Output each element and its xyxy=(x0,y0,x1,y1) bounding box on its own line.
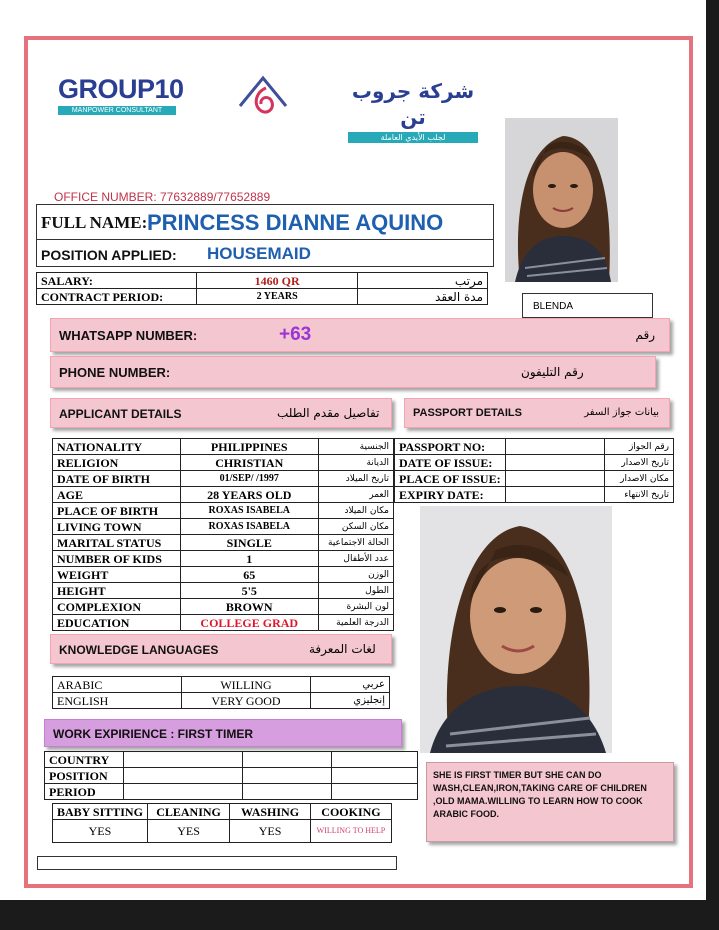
table-row xyxy=(395,439,674,455)
table-row xyxy=(53,503,394,519)
table-row xyxy=(53,487,394,503)
skills-value-row xyxy=(53,820,392,843)
table-row xyxy=(53,471,394,487)
position-label: POSITION APPLIED: xyxy=(41,247,177,263)
applicant-field-arabic: عدد الأطفال xyxy=(318,551,393,567)
work-cell xyxy=(124,752,243,768)
skill-value: YES xyxy=(230,820,311,843)
passport-field-value xyxy=(505,487,604,503)
arabic-logo-subtitle: لجلب الأيدي العاملة xyxy=(348,132,478,143)
applicant-field-value: 5'5 xyxy=(180,583,318,599)
applicant-field-arabic: الحالة الاجتماعية xyxy=(318,535,393,551)
applicant-field-value: 28 YEARS OLD xyxy=(180,487,318,503)
table-row xyxy=(45,768,418,784)
applicant-field-label: PLACE OF BIRTH xyxy=(53,503,181,519)
applicant-field-arabic: الجنسية xyxy=(318,439,393,455)
whatsapp-value: +63 xyxy=(279,324,312,345)
skill-value: YES xyxy=(147,820,229,843)
remarks-text: SHE IS FIRST TIMER BUT SHE CAN DO WASH,CLEAN,IRON,TAKING CARE OF CHILDREN ,OLD MAMA.WILLING TO LEARN HOW TO COOK ARABIC FOOD. xyxy=(433,770,647,819)
table-row xyxy=(395,471,674,487)
work-cell xyxy=(243,768,332,784)
applicant-field-label: COMPLEXION xyxy=(53,599,181,615)
skill-header: WASHING xyxy=(230,804,311,820)
passport-details-table xyxy=(394,438,674,503)
contract-period-arabic: مدة العقد xyxy=(357,289,487,305)
language-level: WILLING xyxy=(182,677,311,693)
skills-table xyxy=(52,803,392,843)
applicant-details-table xyxy=(52,438,394,631)
work-cell xyxy=(243,752,332,768)
knowledge-languages-label: KNOWLEDGE LANGUAGES xyxy=(59,643,219,657)
salary-arabic: مرتب xyxy=(357,273,487,289)
applicant-field-label: MARITAL STATUS xyxy=(53,535,181,551)
table-row xyxy=(53,583,394,599)
applicant-field-value: ROXAS ISABELA xyxy=(180,519,318,535)
applicant-field-label: DATE OF BIRTH xyxy=(53,471,181,487)
applicant-details-label: APPLICANT DETAILS xyxy=(59,407,182,421)
agent-box xyxy=(522,293,653,318)
table-row xyxy=(395,455,674,471)
signature-box xyxy=(37,856,397,870)
applicant-field-label: AGE xyxy=(53,487,181,503)
language-arabic: إنجليزي xyxy=(311,693,390,709)
whatsapp-label: WHATSAPP NUMBER: xyxy=(59,328,198,343)
full-name-box xyxy=(36,204,494,239)
work-cell xyxy=(332,784,418,800)
contract-period-label: CONTRACT PERIOD: xyxy=(37,289,197,305)
applicant-field-label: LIVING TOWN xyxy=(53,519,181,535)
table-row xyxy=(53,535,394,551)
passport-details-label: PASSPORT DETAILS xyxy=(413,407,522,419)
passport-field-arabic: رقم الجواز xyxy=(604,439,673,455)
agent-name: BLENDA xyxy=(533,301,574,312)
work-experience-table xyxy=(44,751,418,800)
applicant-field-arabic: تاريخ الميلاد xyxy=(318,471,393,487)
skill-value: WILLING TO HELP xyxy=(310,820,391,843)
passport-details-bar xyxy=(404,398,670,428)
skill-header: BABY SITTING xyxy=(53,804,148,820)
applicant-field-value: BROWN xyxy=(180,599,318,615)
knowledge-languages-bar xyxy=(50,634,392,664)
table-row xyxy=(45,784,418,800)
passport-field-arabic: مكان الاصدار xyxy=(604,471,673,487)
position-box xyxy=(36,239,494,267)
remarks-box xyxy=(426,762,674,842)
group10-logo xyxy=(58,74,184,115)
phone-label: PHONE NUMBER: xyxy=(59,365,171,380)
work-cell xyxy=(332,752,418,768)
applicant-field-value: ROXAS ISABELA xyxy=(180,503,318,519)
applicant-field-label: RELIGION xyxy=(53,455,181,471)
table-row xyxy=(53,693,390,709)
table-row xyxy=(53,677,390,693)
applicant-details-bar xyxy=(50,398,392,428)
applicant-field-arabic: الطول xyxy=(318,583,393,599)
passport-details-arabic: بيانات جواز السفر xyxy=(584,407,659,418)
applicant-field-label: HEIGHT xyxy=(53,583,181,599)
work-cell xyxy=(124,768,243,784)
applicant-field-label: NUMBER OF KIDS xyxy=(53,551,181,567)
applicant-field-label: NATIONALITY xyxy=(53,439,181,455)
arabic-logo xyxy=(348,78,478,143)
table-row xyxy=(53,551,394,567)
language-name: ARABIC xyxy=(53,677,182,693)
applicant-field-label: EDUCATION xyxy=(53,615,181,631)
knowledge-languages-arabic: لغات المعرفة xyxy=(309,642,376,656)
phone-bar xyxy=(50,356,656,388)
applicant-field-arabic: الديانة xyxy=(318,455,393,471)
work-field-label: PERIOD xyxy=(45,784,124,800)
work-field-label: POSITION xyxy=(45,768,124,784)
applicant-field-arabic: العمر xyxy=(318,487,393,503)
full-name-value: PRINCESS DIANNE AQUINO xyxy=(147,210,444,235)
full-name-label: FULL NAME: xyxy=(41,213,148,232)
table-row xyxy=(395,487,674,503)
work-cell xyxy=(332,768,418,784)
applicant-field-value: 01/SEP/ /1997 xyxy=(180,471,318,487)
applicant-photo-small xyxy=(505,118,618,282)
language-arabic: عربي xyxy=(311,677,390,693)
passport-field-value xyxy=(505,455,604,471)
passport-field-arabic: تاريخ الانتهاء xyxy=(604,487,673,503)
applicant-photo-large xyxy=(420,506,612,753)
applicant-field-value: 1 xyxy=(180,551,318,567)
applicant-field-label: WEIGHT xyxy=(53,567,181,583)
work-experience-label: WORK EXPIRIENCE : FIRST TIMER xyxy=(53,727,254,741)
passport-field-label: PLACE OF ISSUE: xyxy=(395,471,506,487)
position-value: HOUSEMAID xyxy=(207,244,311,263)
phone-arabic: رقم التليفون xyxy=(521,365,584,379)
passport-field-value xyxy=(505,471,604,487)
passport-field-label: EXPIRY DATE: xyxy=(395,487,506,503)
table-row xyxy=(53,455,394,471)
table-row xyxy=(53,439,394,455)
applicant-details-arabic: تفاصيل مقدم الطلب xyxy=(277,406,380,420)
applicant-field-value: PHILIPPINES xyxy=(180,439,318,455)
work-cell xyxy=(243,784,332,800)
applicant-field-arabic: الدرجة العلمية xyxy=(318,615,393,631)
work-cell xyxy=(124,784,243,800)
applicant-field-arabic: الوزن xyxy=(318,567,393,583)
work-experience-bar xyxy=(44,719,402,747)
table-row xyxy=(53,615,394,631)
applicant-field-value: COLLEGE GRAD xyxy=(180,615,318,631)
language-name: ENGLISH xyxy=(53,693,182,709)
passport-field-value xyxy=(505,439,604,455)
whatsapp-arabic: رقم xyxy=(635,328,655,342)
contract-table xyxy=(36,272,488,305)
applicant-field-value: CHRISTIAN xyxy=(180,455,318,471)
applicant-field-value: 65 xyxy=(180,567,318,583)
work-field-label: COUNTRY xyxy=(45,752,124,768)
table-row xyxy=(45,752,418,768)
passport-field-label: PASSPORT NO: xyxy=(395,439,506,455)
salary-value: 1460 QR xyxy=(197,273,357,289)
contract-period-value: 2 YEARS xyxy=(197,289,357,305)
skill-header: COOKING xyxy=(310,804,391,820)
salary-label: SALARY: xyxy=(37,273,197,289)
skill-header: CLEANING xyxy=(147,804,229,820)
table-row xyxy=(53,519,394,535)
group10-logo-subtitle: MANPOWER CONSULTANT xyxy=(58,106,176,115)
applicant-field-value: SINGLE xyxy=(180,535,318,551)
skills-header-row xyxy=(53,804,392,820)
passport-field-label: DATE OF ISSUE: xyxy=(395,455,506,471)
passport-field-arabic: تاريخ الاصدار xyxy=(604,455,673,471)
whatsapp-bar xyxy=(50,318,670,352)
language-level: VERY GOOD xyxy=(182,693,311,709)
office-number: OFFICE NUMBER: 77632889/77652889 xyxy=(54,190,271,204)
group10-emblem-icon xyxy=(236,72,290,122)
table-row xyxy=(53,599,394,615)
applicant-field-arabic: لون البشرة xyxy=(318,599,393,615)
skill-value: YES xyxy=(53,820,148,843)
applicant-field-arabic: مكان الميلاد xyxy=(318,503,393,519)
languages-table xyxy=(52,676,390,709)
applicant-field-arabic: مكان السكن xyxy=(318,519,393,535)
arabic-logo-text: شركة جروب تن xyxy=(351,79,475,129)
table-row xyxy=(53,567,394,583)
group10-logo-text: GROUP10 xyxy=(58,74,184,104)
